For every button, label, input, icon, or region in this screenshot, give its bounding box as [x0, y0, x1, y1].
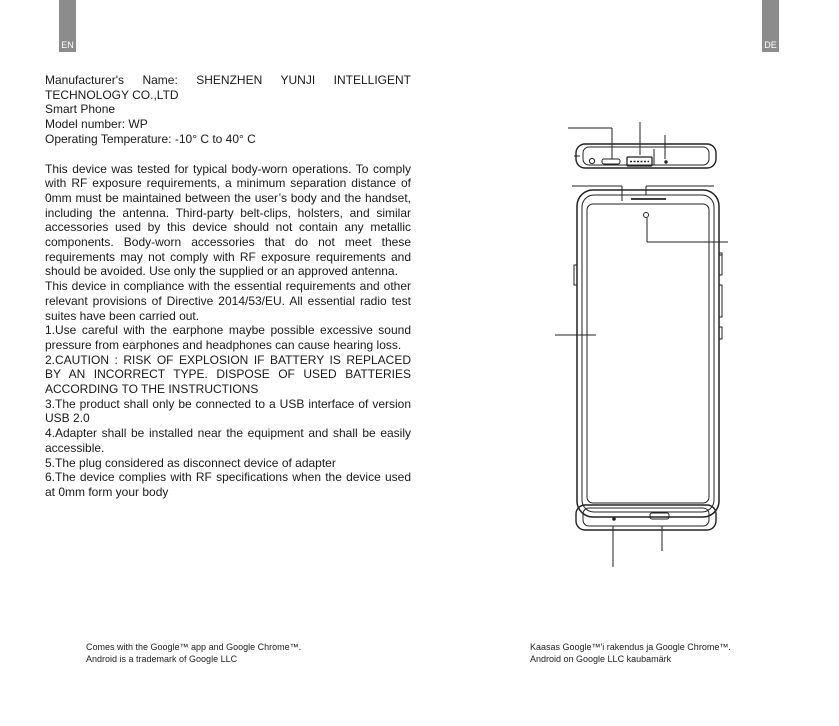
footer-right-line-1: Kaasas Google™'i rakendus ja Google Chrome™.	[530, 642, 731, 652]
phone-diagram	[550, 115, 780, 570]
language-tab-de	[762, 0, 779, 52]
footer-right	[530, 641, 731, 665]
compliance-paragraph: This device in compliance with the essential requirements and other relevant provisions of Directive 2014/53/EU. All essential radio test suites have been carried out.	[45, 279, 411, 323]
manual-text-block	[45, 73, 411, 500]
product-name: Smart Phone	[45, 102, 116, 117]
footer-left	[86, 641, 301, 665]
operating-temperature: Operating Temperature: -10° C to 40° C	[45, 131, 256, 146]
footer-left-line-2: Android is a trademark of Google LLC	[86, 654, 238, 664]
note-1: 1.Use careful with the earphone maybe possible excessive sound pressure from earphones and headphones can cause hearing loss.	[45, 323, 411, 352]
note-4: 4.Adapter shall be installed near the equipment and shall be easily accessible.	[45, 426, 411, 455]
footer-left-line-1: Comes with the Google™ app and Google Chrome™.	[86, 642, 302, 652]
language-tab-en	[59, 0, 76, 52]
note-2: 2.CAUTION : RISK OF EXPLOSION IF BATTERY IS REPLACED BY AN INCORRECT TYPE. DISPOSE OF USED BATTERIES ACCORDING TO THE INSTRUCTIONS	[45, 352, 411, 397]
model-number: Model number: WP	[45, 117, 148, 132]
language-tab-de-label: DE	[764, 40, 777, 50]
phone-top-view	[568, 122, 716, 168]
note-5: 5.The plug considered as disconnect device of adapter	[45, 455, 336, 470]
rf-exposure-paragraph: This device was tested for typical body-worn operations. To comply with RF exposure requirements, a minimum separation distance of 0mm must be maintained between the user’s body and the handset, including the antenna. Third-party belt-clips, holsters, and similar accessories used by this device should not contain any metallic components. Body-worn accessories that do not meet these requirements may not comply with RF exposure requirements and should be avoided. Use only the supplied or an approved antenna.	[45, 161, 411, 279]
note-3: 3.The product shall only be connected to a USB interface of version USB 2.0	[45, 396, 411, 426]
phone-bottom-view	[576, 505, 716, 567]
language-tab-en-label: EN	[61, 40, 74, 50]
footer-right-line-2: Android on Google LLC kaubamärk	[530, 654, 672, 664]
manufacturer-line-1: Manufacturer's Name: SHENZHEN YUNJI INTELLIGENT	[45, 73, 411, 87]
manufacturer-line-2: TECHNOLOGY CO.,LTD	[45, 87, 179, 102]
phone-front-view	[555, 186, 728, 517]
note-6: 6.The device complies with RF specifications when the device used at 0mm form your body	[45, 470, 411, 499]
